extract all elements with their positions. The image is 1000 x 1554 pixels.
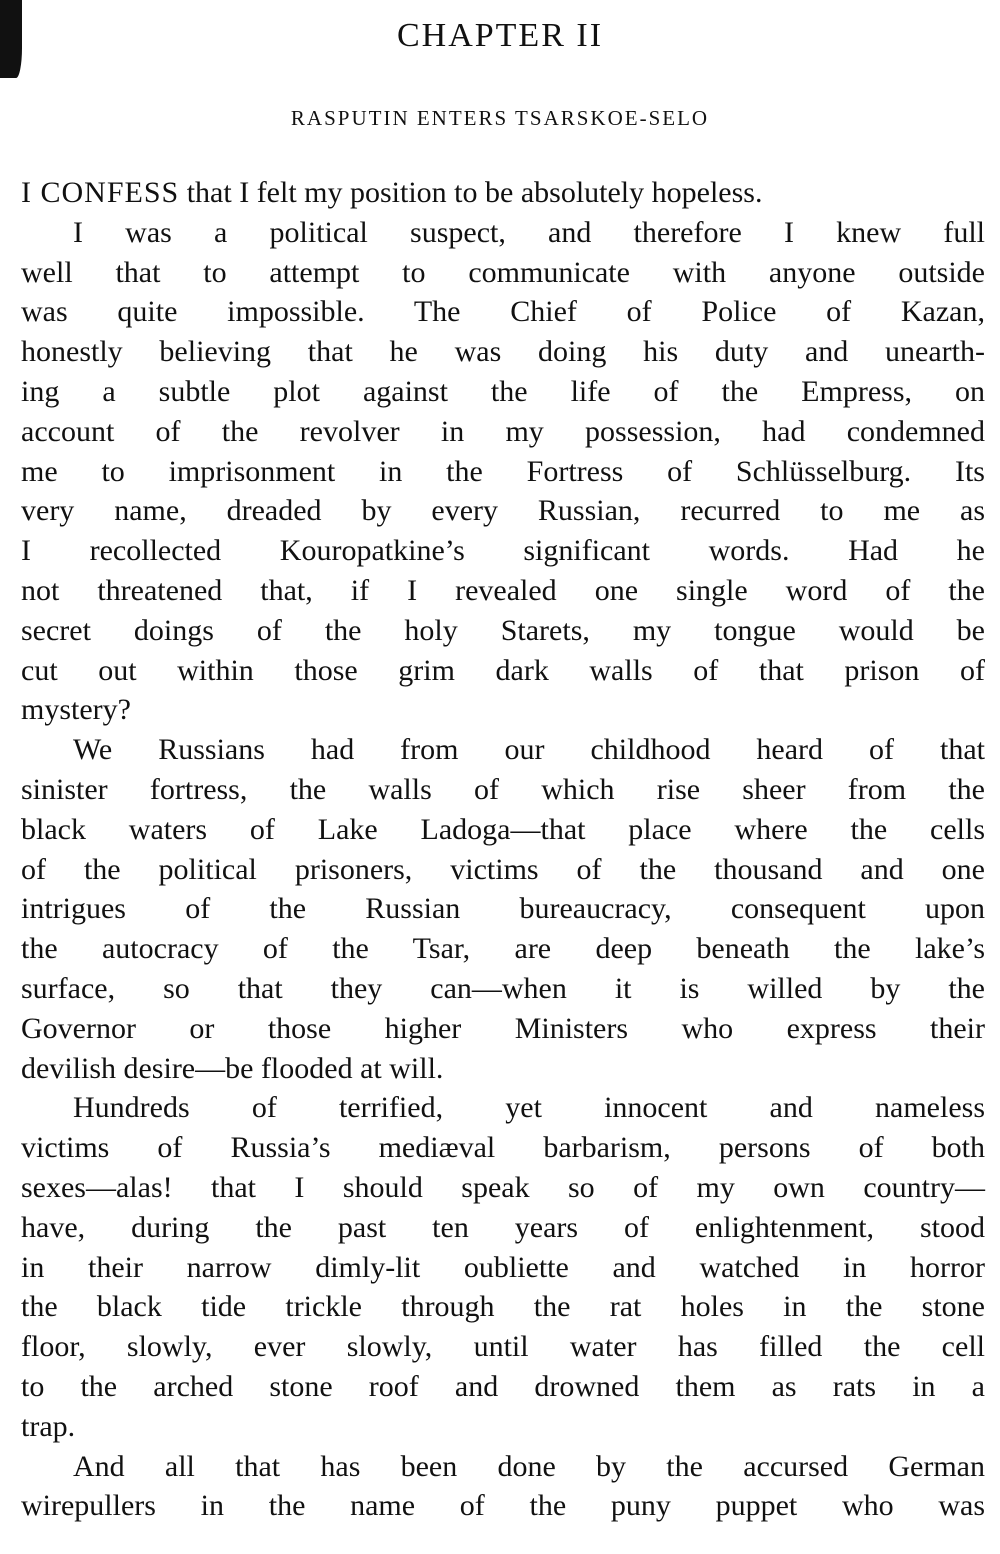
text-line: very name, dreaded by every Russian, recurred to me as <box>21 494 985 528</box>
text-line: the black tide trickle through the rat holes in the stone <box>21 1290 985 1324</box>
text-line: sexes—alas! that I should speak so of my own country— <box>21 1170 985 1204</box>
text-line: devilish desire—be flooded at will. <box>21 1051 444 1085</box>
text-line: honestly believing that he was doing his duty and unearth- <box>21 335 985 369</box>
text-line: victims of Russia’s mediæval barbarism, persons of both <box>21 1131 985 1165</box>
text-line: in their narrow dimly-lit oubliette and watched in horror <box>21 1250 985 1284</box>
text-line: Governor or those higher Ministers who express their <box>21 1011 985 1045</box>
chapter-heading: CHAPTER II <box>396 17 604 54</box>
text-line: was quite impossible. The Chief of Police of Kazan, <box>21 295 985 329</box>
text-line: black waters of Lake Ladoga—that place where the cells <box>21 812 985 846</box>
text-line: wirepullers in the name of the puny puppet who was <box>21 1489 985 1523</box>
text-line: well that to attempt to communicate with anyone outside <box>21 255 985 289</box>
text-line: And all that has been done by the accursed German <box>73 1449 985 1483</box>
text-line: Hundreds of terrified, yet innocent and nameless <box>73 1091 985 1125</box>
text-line: ing a subtle plot against the life of the Empress, on <box>21 374 985 408</box>
text-line: the autocracy of the Tsar, are deep beneath the lake’s <box>21 932 985 966</box>
text-line: have, during the past ten years of enlightenment, stood <box>21 1210 985 1244</box>
text-line: trap. <box>21 1409 76 1443</box>
text-line: I recollected Kouropatkine’s significant words. Had he <box>21 534 985 568</box>
text-line: of the political prisoners, victims of the thousand and one <box>21 852 985 886</box>
text-line: account of the revolver in my possession, had condemned <box>21 414 985 448</box>
text-line-content: that I felt my position to be absolutely hopeless. <box>179 176 763 209</box>
chapter-body-text <box>21 173 985 1526</box>
text-line: I was a political suspect, and therefore I knew full <box>73 215 985 249</box>
text-line: secret doings of the holy Starets, my tongue would be <box>21 613 985 647</box>
text-line: surface, so that they can—when it is willed by the <box>21 971 985 1005</box>
text-line: me to imprisonment in the Fortress of Schlüsselburg. Its <box>21 454 985 488</box>
text-line: sinister fortress, the walls of which rise sheer from the <box>21 772 985 806</box>
chapter-subtitle: RASPUTIN ENTERS TSARSKOE-SELO <box>290 106 710 130</box>
text-line: mystery? <box>21 693 131 727</box>
text-line: floor, slowly, ever slowly, until water has filled the cell <box>21 1330 985 1364</box>
text-line: cut out within those grim dark walls of that prison of <box>21 653 985 687</box>
text-line: not threatened that, if I revealed one single word of the <box>21 573 985 607</box>
text-line: to the arched stone roof and drowned them as rats in a <box>21 1369 985 1403</box>
opening-small-caps: I CONFESS <box>21 176 180 209</box>
text-line <box>21 173 985 213</box>
text-line: intrigues of the Russian bureaucracy, consequent upon <box>21 892 985 926</box>
text-line: We Russians had from our childhood heard of that <box>73 733 985 767</box>
